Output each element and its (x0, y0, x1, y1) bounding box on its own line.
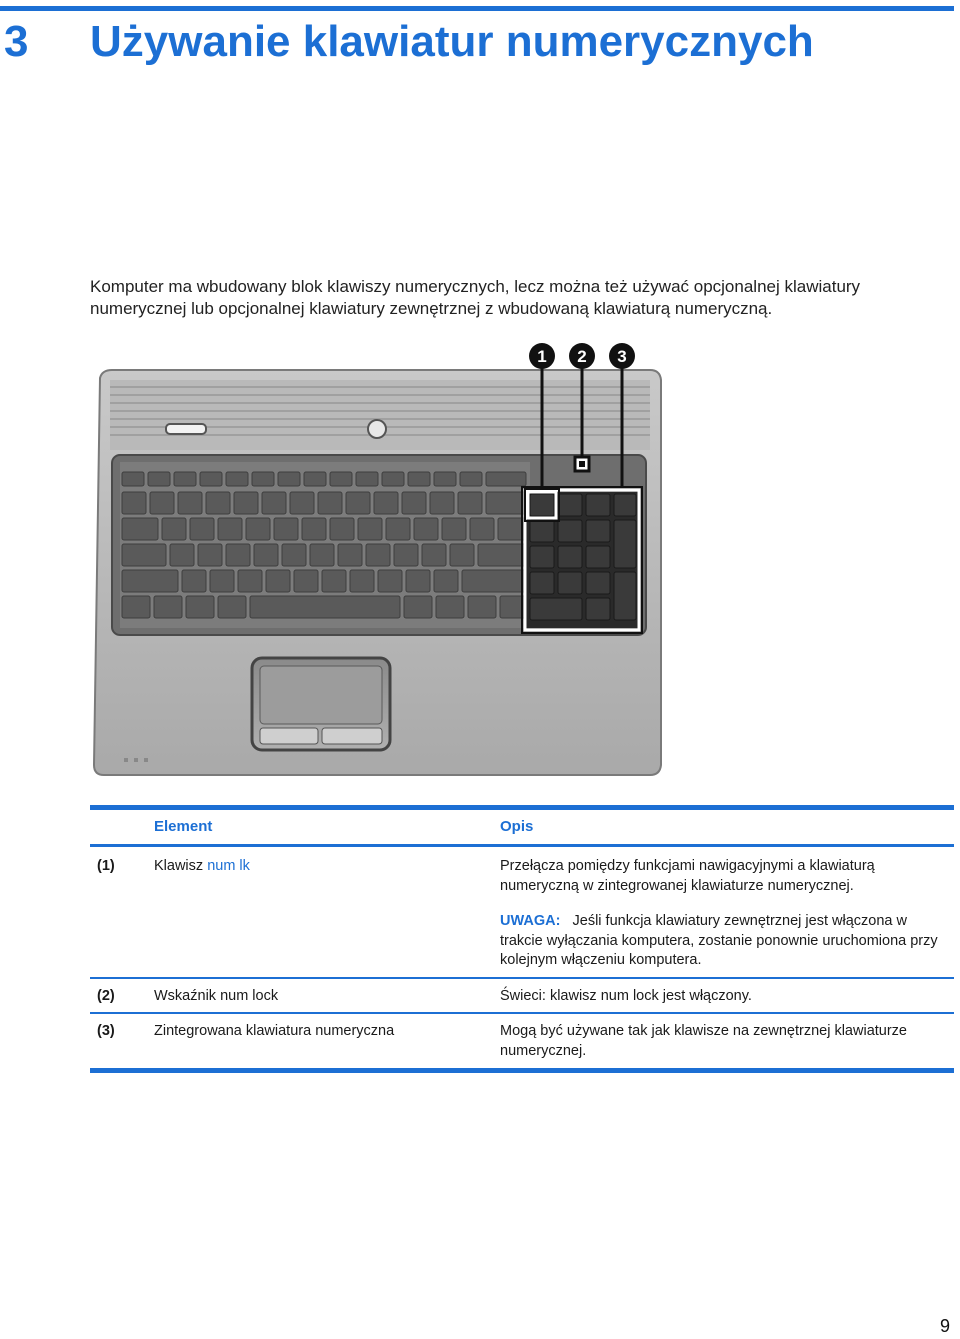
column-header-description: Opis (500, 818, 534, 835)
note (500, 912, 945, 971)
row-description: Przełącza pomiędzy funkcjami nawigacyjnymi a klawiaturą numeryczną w zintegrowanej klawiaturze numerycznej. (500, 858, 875, 894)
row-number: (1) (97, 858, 115, 874)
row-element: Zintegrowana klawiatura numeryczna (154, 1023, 395, 1039)
row-description: Świeci: klawisz num lock jest włączony. (500, 988, 752, 1004)
chapter-number: 3 (4, 17, 29, 66)
callout-3-label: 3 (617, 347, 627, 366)
table-header-rule (90, 844, 954, 847)
row-number: (2) (97, 988, 115, 1004)
row-number: (3) (97, 1023, 115, 1039)
page-number: 9 (940, 1316, 951, 1336)
row-divider (90, 977, 954, 979)
table-top-rule (90, 805, 954, 810)
intro-paragraph: Komputer ma wbudowany blok klawiszy numerycznych, lecz można też używać opcjonalnej klawiatury numerycznej lub opcjonalnej klawiatury zewnętrznej z wbudowaną klawiaturą numeryczną. (90, 277, 861, 318)
num-lk-key-label: num lk (207, 858, 250, 874)
column-header-element: Element (154, 818, 213, 835)
note-label: UWAGA: (500, 913, 561, 929)
chapter-title: Używanie klawiatur numerycznych (90, 17, 814, 66)
row-description: Mogą być używane tak jak klawisze na zewnętrznej klawiaturze numerycznej. (500, 1023, 907, 1059)
table-bottom-rule (90, 1068, 954, 1073)
header-rule (0, 6, 954, 11)
row-element: Klawisz num lk (154, 858, 250, 874)
callout-2-label: 2 (577, 347, 587, 366)
keyboard-illustration (90, 340, 665, 785)
row-element: Wskaźnik num lock (154, 988, 279, 1004)
callout-1-label: 1 (537, 347, 547, 366)
row-divider (90, 1012, 954, 1014)
note-text: Jeśli funkcja klawiatury zewnętrznej jest włączona w trakcie wyłączania komputera, zostanie ponownie uruchomiona przy kolejnym włączeniu komputera. (500, 913, 938, 968)
